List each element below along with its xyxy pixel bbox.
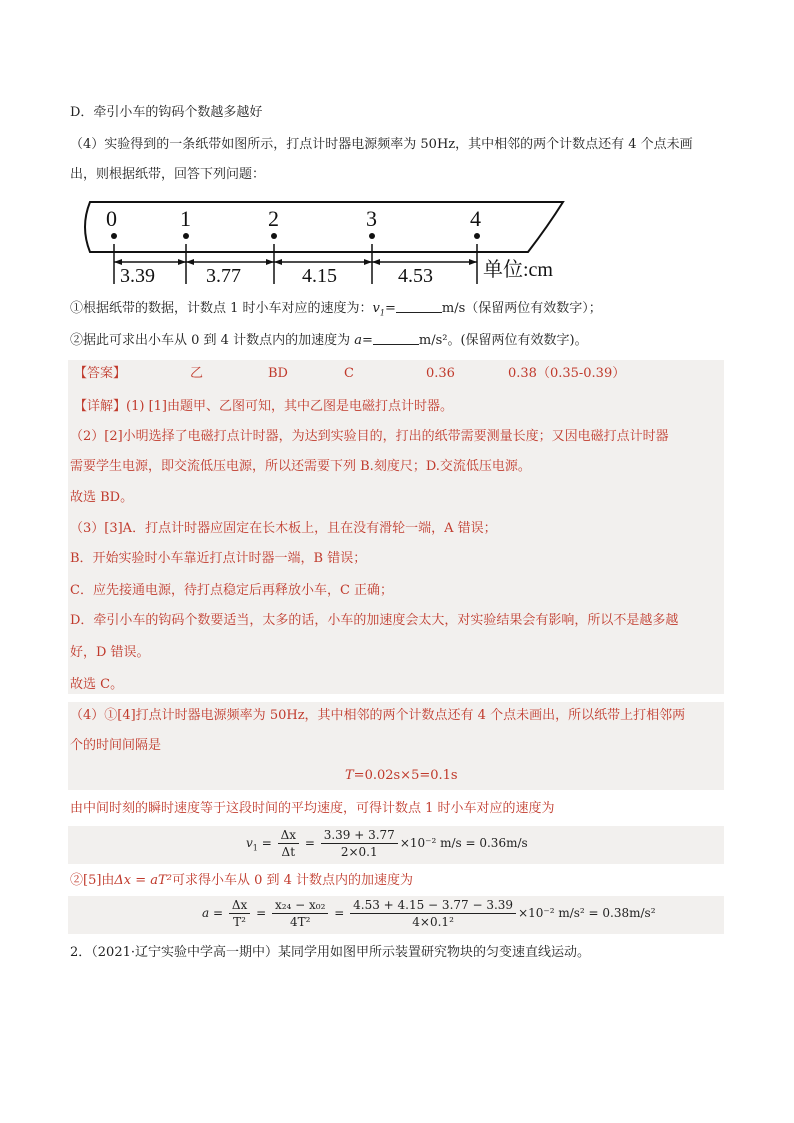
explanation-line-1: 【详解】(1) [1]由题甲、乙图可知，其中乙图是电磁打点计时器。 [74,399,453,414]
tape-segment-2-3: 4.15 [302,265,337,286]
answer-1: 乙 [190,366,204,381]
question-4-line: （4）实验得到的一条纸带如图所示，打点计时器电源频率为 50Hz，其中相邻的两个计数点还有 4 个点未画 [70,137,693,152]
answer-blank-1 [396,300,442,313]
tape-outline [85,202,563,252]
paper-tape-diagram [78,196,578,286]
explanation-line-2c: 故选 BD。 [70,490,134,505]
sub-question-1: ①根据纸带的数据，计数点 1 时小车对应的速度为：$v_1= m/s$（保留两位有效数字）； [70,301,602,318]
next-question-2: 2．（2021·辽宁实验中学高一期中）某同学用如图甲所示装置研究物块的匀变速直线运动。 [70,945,590,960]
tape-point-label-0: 0 [106,206,117,231]
answer-3: C [344,366,354,381]
tape-segment-0-1: 3.39 [120,265,155,286]
tape-dot-3 [369,233,375,239]
sub-question-2: ②据此可求出小车从 0 到 4 计数点内的加速度为 a= m/s²。(保留两位有效数字)。 [70,333,588,348]
explanation-line-5: ②[5]由Δx = aT²可求得小车从 0 到 4 计数点内的加速度为 [70,873,414,888]
tape-dot-0 [111,233,117,239]
tape-point-label-4: 4 [470,206,481,231]
explanation-line-3b: B．开始实验时小车靠近打点计时器一端，B 错误； [70,551,367,566]
answer-2: BD [268,366,288,381]
answer-5: 0.38（0.35-0.39） [508,366,626,381]
explanation-line-2a: （2）[2]小明选择了电磁打点计时器，为达到实验目的，打出的纸带需要测量长度；又因电磁打点计时器 [70,429,669,444]
answer-4: 0.36 [426,366,455,381]
tape-segment-3-4: 4.53 [398,265,433,286]
tape-point-label-2: 2 [268,206,279,231]
explanation-line-4c: 由中间时刻的瞬时速度等于这段时间的平均速度，可得计数点 1 时小车对应的速度为 [70,801,555,816]
tape-dot-4 [474,233,480,239]
answer-shade [68,360,724,394]
explanation-line-4a: （4）①[4]打点计时器电源频率为 50Hz，其中相邻的两个计数点还有 4 个点未画出，所以纸带上打相邻两 [70,708,686,723]
tape-dot-2 [271,233,277,239]
explanation-line-3e: 好，D 错误。 [70,645,150,660]
option-d-line: D．牵引小车的钩码个数越多越好 [70,105,263,120]
explanation-line-3a: （3）[3]A．打点计时器应固定在长木板上，且在没有滑轮一端，A 错误； [70,521,497,536]
explanation-line-3c: C．应先接通电源，待打点稳定后再释放小车，C 正确； [70,583,394,598]
answer-label: 【答案】 [74,366,127,381]
equation-velocity: $v_1$ = $\frac{\Delta x}{\Delta t}$ = $\frac{3.39 + 3.77}{2\times 0.1}$ ×10⁻² m/s = 0.36m/s [246,828,528,859]
equation-acceleration: a = $\frac{\Delta x}{\text{T²}}$ = $\frac{\text{x₂₄ − x₀₂}}{\text{4T²}}$ = $\frac{4.53 + 4.15 - 3.77 - 3.39}{\text{4×0.1²}}$ ×10⁻² m/s² = 0.38m/s² [202,898,656,929]
explanation-line-2b: 需要学生电源，即交流低压电源，所以还需要下列 B.刻度尺；D.交流低压电源。 [70,459,531,474]
tape-point-label-3: 3 [366,206,377,231]
tape-point-label-1: 1 [180,206,191,231]
explanation-line-3f: 故选 C。 [70,677,124,692]
tape-unit-label: 单位:cm [483,259,553,281]
question-4-line-cont: 出，则根据纸带，回答下列问题： [70,167,266,182]
tape-dot-1 [183,233,189,239]
explanation-line-3d: D．牵引小车的钩码个数要适当，太多的话，小车的加速度会太大，对实验结果会有影响，所以不是越多越 [70,613,679,628]
equation-period: T=0.02s×5=0.1s [345,768,458,783]
tape-segment-1-2: 3.77 [206,265,241,286]
explanation-line-4b: 个的时间间隔是 [70,738,162,753]
answer-blank-2 [373,332,419,345]
